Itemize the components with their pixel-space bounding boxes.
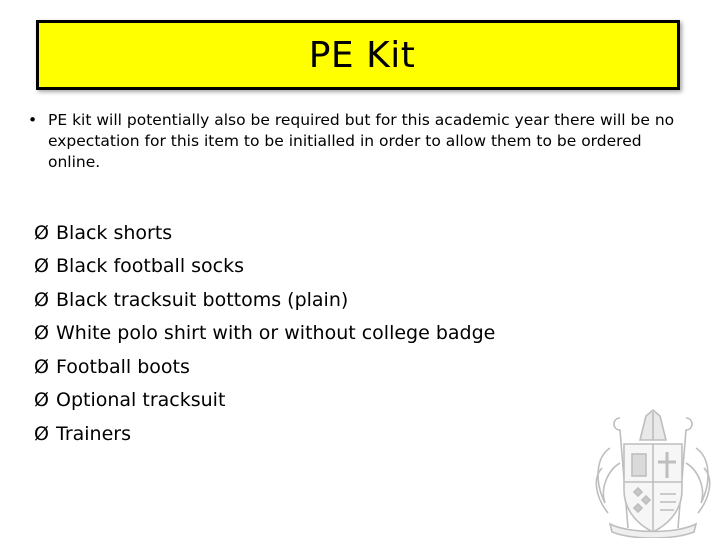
college-crest-icon bbox=[590, 408, 716, 538]
arrow-bullet-icon: Ø bbox=[34, 288, 49, 311]
list-item bbox=[34, 283, 594, 317]
arrow-bullet-icon: Ø bbox=[34, 255, 49, 278]
list-item bbox=[34, 417, 594, 451]
bullet-icon: • bbox=[28, 111, 38, 129]
title-box bbox=[36, 20, 680, 90]
kit-list bbox=[34, 216, 594, 451]
intro-paragraph bbox=[28, 110, 688, 173]
page-title: PE Kit bbox=[308, 34, 416, 76]
arrow-bullet-icon: Ø bbox=[34, 355, 49, 378]
list-item-text: Trainers bbox=[56, 422, 131, 445]
arrow-bullet-icon: Ø bbox=[34, 322, 49, 345]
list-item-text: Black tracksuit bottoms (plain) bbox=[56, 288, 349, 311]
list-item-text: Black football socks bbox=[56, 255, 245, 278]
list-item bbox=[34, 250, 594, 284]
arrow-bullet-icon: Ø bbox=[34, 389, 49, 412]
list-item bbox=[34, 350, 594, 384]
list-item-text: Black shorts bbox=[56, 221, 173, 244]
arrow-bullet-icon: Ø bbox=[34, 221, 49, 244]
list-item-text: White polo shirt with or without college badge bbox=[56, 322, 496, 345]
list-item bbox=[34, 384, 594, 418]
list-item-text: Optional tracksuit bbox=[56, 389, 226, 412]
list-item-text: Football boots bbox=[56, 355, 190, 378]
arrow-bullet-icon: Ø bbox=[34, 422, 49, 445]
list-item bbox=[34, 216, 594, 250]
list-item bbox=[34, 317, 594, 351]
intro-text: PE kit will potentially also be required but for this academic year there will be no expectation for this item to be initialled in order to allow them to be ordered online. bbox=[48, 111, 675, 171]
